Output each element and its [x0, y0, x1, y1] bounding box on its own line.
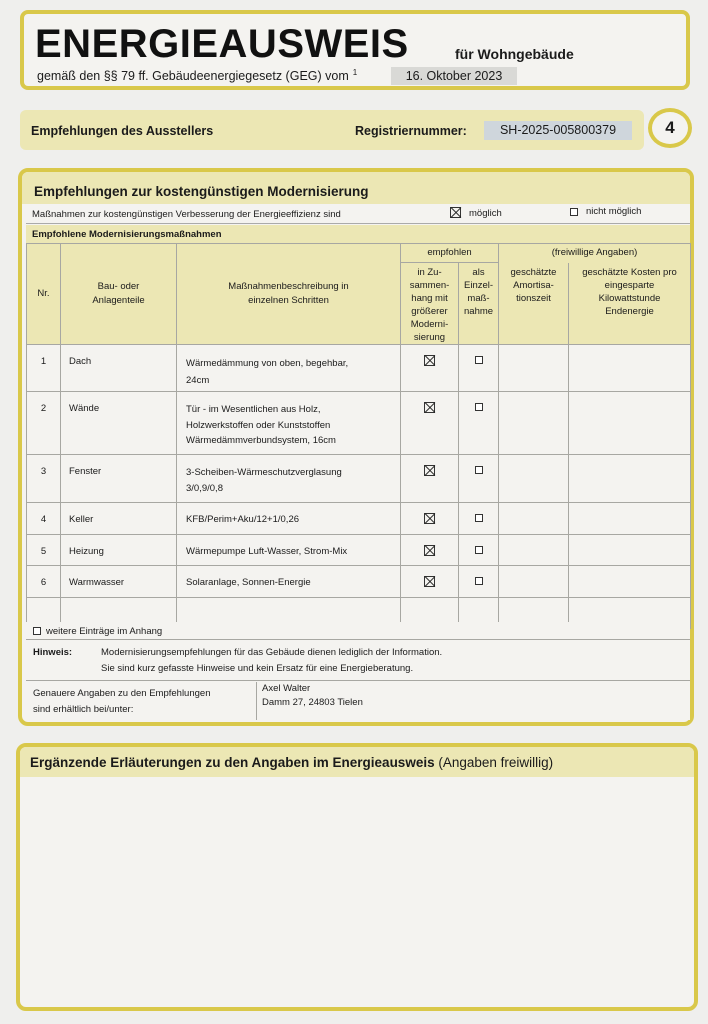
- row-single: [459, 345, 499, 392]
- contact-divider: [256, 682, 257, 720]
- checked-checkbox-icon: [424, 576, 435, 587]
- row-amortization: [499, 455, 569, 503]
- row-desc: KFB/Perim+Aku/12+1/0,26: [177, 503, 401, 535]
- row-part: Heizung: [61, 535, 177, 566]
- row-nr: 4: [27, 503, 61, 535]
- checked-checkbox-icon: [424, 402, 435, 413]
- additional-notes-title: Ergänzende Erläuterungen zu den Angaben im Energieausweis (Angaben freiwillig): [20, 747, 694, 777]
- row-nr: 6: [27, 566, 61, 598]
- row-cost: [569, 392, 691, 455]
- contact-label-1: Genauere Angaben zu den Empfehlungen: [33, 688, 211, 699]
- table-row: [27, 503, 691, 535]
- empty-checkbox-icon: [475, 514, 483, 522]
- registration-number-value: SH-2025-005800379: [484, 121, 632, 140]
- row-cost: [569, 566, 691, 598]
- hint-line-1: Modernisierungsempfehlungen für das Gebäude dienen lediglich der Information.: [101, 647, 443, 658]
- more-entries: weitere Einträge im Anhang: [33, 626, 162, 637]
- row-part: Keller: [61, 503, 177, 535]
- checked-checkbox-icon: [424, 513, 435, 524]
- checked-checkbox-icon: [450, 207, 461, 218]
- col-header-desc: Maßnahmenbeschreibung in einzelnen Schritten: [177, 244, 401, 345]
- empty-checkbox-icon: [475, 577, 483, 585]
- col-header-recommended: empfohlen: [401, 244, 499, 263]
- row-single: [459, 392, 499, 455]
- row-in-combination: [401, 503, 459, 535]
- law-date: 16. Oktober 2023: [391, 67, 517, 85]
- table-row: [27, 392, 691, 455]
- row-amortization: [499, 392, 569, 455]
- page-number-badge: 4: [648, 108, 692, 148]
- empty-checkbox-icon: [33, 627, 41, 635]
- row-amortization: [499, 566, 569, 598]
- checked-checkbox-icon: [424, 545, 435, 556]
- row-cost: [569, 345, 691, 392]
- registration-number-label: Registriernummer:: [355, 124, 467, 138]
- additional-notes-suffix: (Angaben freiwillig): [438, 755, 554, 770]
- contact-name: Axel Walter: [262, 683, 311, 694]
- row-desc: Tür - im Wesentlichen aus Holz, Holzwerkstoffen oder Kunststoffen Wärmedämmverbundsystem, 16cm: [177, 392, 401, 455]
- col-header-amortization: geschätzte Amortisa- tionszeit: [499, 263, 569, 345]
- col-header-cost: geschätzte Kosten pro eingesparte Kilowattstunde Endenergie: [569, 263, 691, 345]
- document-subtitle: für Wohngebäude: [455, 46, 574, 62]
- table-row: [27, 345, 691, 392]
- option-not-possible: nicht möglich: [570, 206, 641, 217]
- checked-checkbox-icon: [424, 355, 435, 366]
- row-cost: [569, 535, 691, 566]
- col-header-single: als Einzel- maß- nahme: [459, 263, 499, 345]
- document-title: ENERGIEAUSWEIS: [35, 22, 409, 66]
- empty-checkbox-icon: [570, 208, 578, 216]
- law-reference: gemäß den §§ 79 ff. Gebäudeenergiegesetz (GEG) vom $^1$: [37, 68, 358, 84]
- row-nr: 2: [27, 392, 61, 455]
- checked-checkbox-icon: [424, 465, 435, 476]
- row-amortization: [499, 345, 569, 392]
- row-in-combination: [401, 345, 459, 392]
- table-row: [27, 566, 691, 598]
- row-single: [459, 503, 499, 535]
- row-single: [459, 455, 499, 503]
- row-in-combination: [401, 455, 459, 503]
- contact-label-2: sind erhältlich bei/unter:: [33, 704, 134, 715]
- row-in-combination: [401, 392, 459, 455]
- issuer-recommendations-label: Empfehlungen des Ausstellers: [31, 124, 214, 138]
- row-desc: 3-Scheiben-Wärmeschutzverglasung 3/0,9/0,8: [177, 455, 401, 503]
- row-desc: Solaranlage, Sonnen-Energie: [177, 566, 401, 598]
- table-row: [27, 535, 691, 566]
- col-header-nr: Nr.: [27, 244, 61, 345]
- row-amortization: [499, 535, 569, 566]
- row-nr: 3: [27, 455, 61, 503]
- contact-address: Damm 27, 24803 Tielen: [262, 697, 363, 708]
- row-single: [459, 535, 499, 566]
- empty-checkbox-icon: [475, 403, 483, 411]
- col-header-in-combination: in Zu- sammen- hang mit größerer Moderni- sierung: [401, 263, 459, 345]
- row-desc: Wärmepumpe Luft-Wasser, Strom-Mix: [177, 535, 401, 566]
- empty-checkbox-icon: [475, 466, 483, 474]
- measures-text: Maßnahmen zur kostengünstigen Verbesserung der Energieeffizienz sind: [32, 209, 341, 220]
- row-nr: 5: [27, 535, 61, 566]
- modernization-section-title: Empfehlungen zur kostengünstigen Modernisierung: [22, 172, 690, 204]
- recommended-measures-heading: Empfohlene Modernisierungsmaßnahmen: [32, 229, 222, 240]
- additional-notes-section: [16, 743, 698, 1011]
- hint-line-2: Sie sind kurz gefasste Hinweise und kein Ersatz für eine Energieberatung.: [101, 663, 414, 674]
- row-in-combination: [401, 535, 459, 566]
- hint-label: Hinweis:: [33, 647, 73, 658]
- col-header-optional: (freiwillige Angaben): [499, 244, 691, 263]
- row-nr: 1: [27, 345, 61, 392]
- table-row: [27, 455, 691, 503]
- row-in-combination: [401, 566, 459, 598]
- row-amortization: [499, 503, 569, 535]
- row-part: Fenster: [61, 455, 177, 503]
- row-part: Wände: [61, 392, 177, 455]
- row-cost: [569, 503, 691, 535]
- row-part: Dach: [61, 345, 177, 392]
- row-cost: [569, 455, 691, 503]
- empty-checkbox-icon: [475, 356, 483, 364]
- row-single: [459, 566, 499, 598]
- measures-table: [26, 243, 691, 629]
- row-part: Warmwasser: [61, 566, 177, 598]
- option-possible: möglich: [450, 207, 502, 219]
- empty-checkbox-icon: [475, 546, 483, 554]
- law-footnote: 1: [352, 68, 358, 77]
- row-desc: Wärmedämmung von oben, begehbar, 24cm: [177, 345, 401, 392]
- col-header-part: Bau- oder Anlagenteile: [61, 244, 177, 345]
